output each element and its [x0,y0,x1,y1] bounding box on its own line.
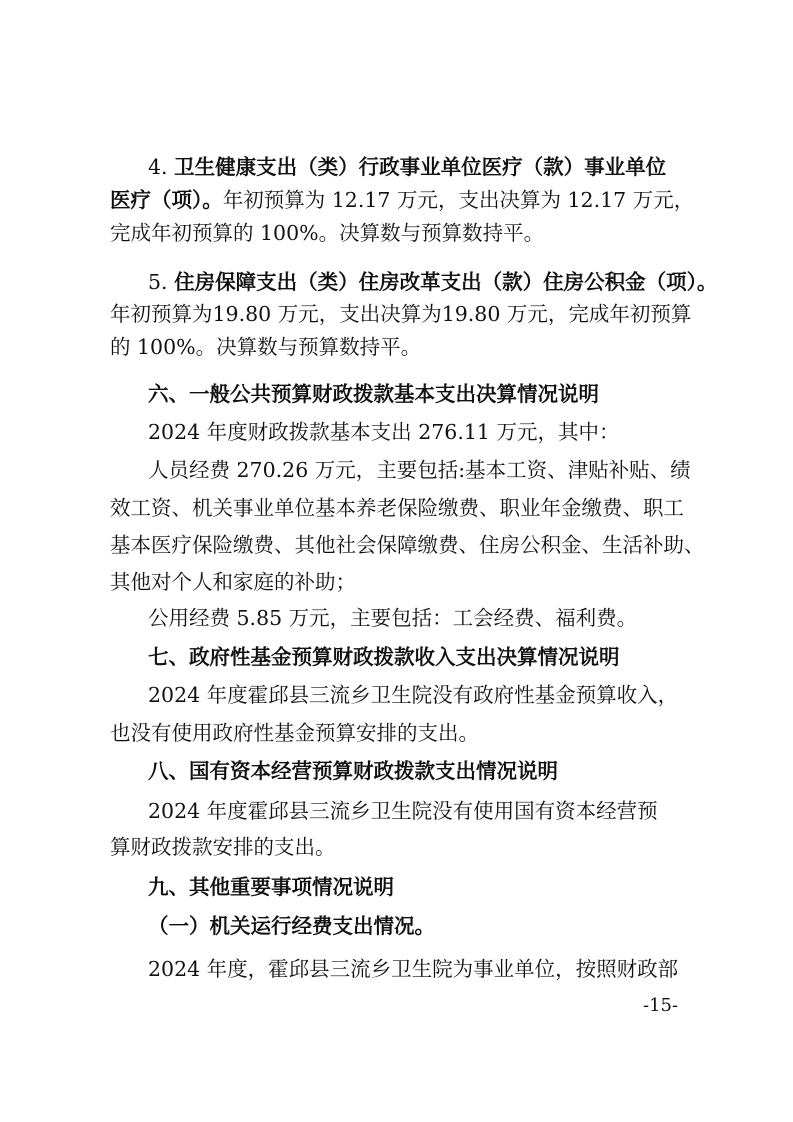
item-number: 4. [148,155,175,179]
paragraph-line: 也没有使用政府性基金预算安排的支出。 [110,721,479,745]
paragraph-line [148,268,718,296]
paragraph-line: 其他对个人和家庭的补助； [110,570,356,594]
item-heading: 医疗（项）。 [110,188,223,212]
section-heading: 七、政府性基金预算财政拨款收入支出决算情况说明 [148,645,620,669]
item-number: 5. [148,270,175,294]
paragraph-line [148,153,690,181]
paragraph-line: 2024 年度霍邱县三流乡卫生院没有政府性基金预算收入， [148,683,679,707]
paragraph-line: 完成年初预算的 100%。决算数与预算数持平。 [110,221,545,245]
paragraph-line: 2024 年度霍邱县三流乡卫生院没有使用国有资本经营预 [148,799,658,823]
paragraph-line: 2024 年度，霍邱县三流乡卫生院为事业单位，按照财政部 [148,957,679,981]
section-heading: 八、国有资本经营预算财政拨款支出情况说明 [148,759,558,783]
paragraph-line: 公用经费 5.85 万元，主要包括：工会经费、福利费。 [148,606,638,630]
paragraph-line: 效工资、机关事业单位基本养老保险缴费、职业年金缴费、职工 [110,496,684,520]
paragraph-line: 年初预算为19.80 万元，支出决算为19.80 万元，完成年初预算 [110,302,692,326]
paragraph-line: 算财政拨款安排的支出。 [110,835,336,859]
item-heading: 住房保障支出（类）住房改革支出（款）住房公积金（项）。 [174,270,718,294]
paragraph-line: 的 100%。决算数与预算数持平。 [110,335,422,359]
body-text: 年初预算为 12.17 万元，支出决算为 12.17 万元， [222,188,695,212]
paragraph-line: 2024 年度财政拨款基本支出 276.11 万元，其中： [148,420,620,444]
paragraph-line: 人员经费 270.26 万元，主要包括:基本工资、津贴补贴、绩 [148,458,691,482]
item-heading: 卫生健康支出（类）行政事业单位医疗（款）事业单位 [174,155,667,179]
subsection-heading: （一）机关运行经费支出情况。 [148,914,435,938]
section-heading: 九、其他重要事项情况说明 [148,875,394,899]
paragraph-line: 基本医疗保险缴费、其他社会保障缴费、住房公积金、生活补助、 [110,533,705,557]
section-heading: 六、一般公共预算财政拨款基本支出决算情况说明 [148,382,599,406]
paragraph-line [110,186,695,214]
page-number: -15- [643,995,679,1016]
